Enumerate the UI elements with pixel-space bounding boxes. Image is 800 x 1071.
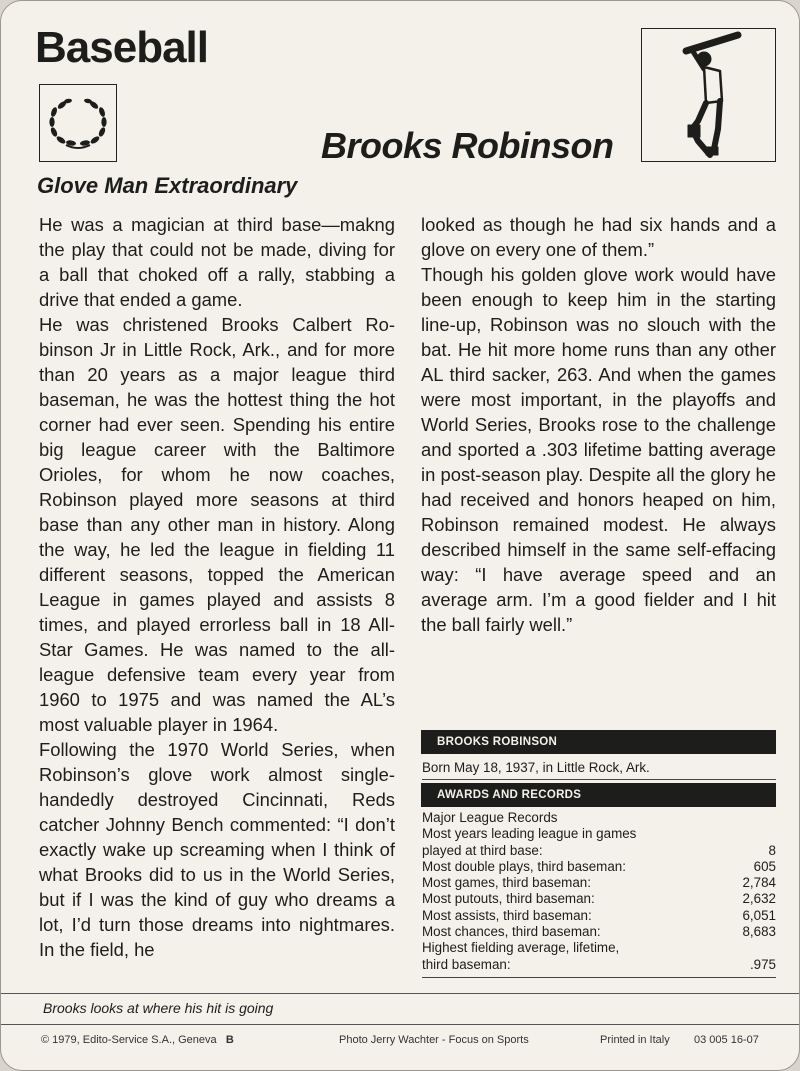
birth-info: Born May 18, 1937, in Little Rock, Ark. <box>422 760 650 775</box>
record-row <box>422 810 776 826</box>
caption-rule-top <box>1 993 799 994</box>
records-list <box>422 810 776 973</box>
laurel-wreath-graphic <box>40 85 116 161</box>
divider <box>422 977 776 978</box>
record-value: 8,683 <box>742 924 776 940</box>
caption-rule-bottom <box>1 1024 799 1025</box>
record-label: played at third base: <box>422 842 543 858</box>
body-text-right <box>421 212 776 637</box>
record-value: 2,784 <box>742 875 776 891</box>
record-label: Most assists, third baseman: <box>422 907 592 923</box>
record-row <box>422 924 776 940</box>
record-value: 6,051 <box>742 907 776 923</box>
printed-in: Printed in Italy <box>600 1034 670 1046</box>
record-label: Most putouts, third baseman: <box>422 891 595 907</box>
record-label: Most double plays, third baseman: <box>422 858 626 874</box>
record-row <box>422 826 776 842</box>
record-row <box>422 908 776 924</box>
record-row <box>422 891 776 907</box>
body-paragraph: He was christened Brooks Calbert Robinson Jr in Little Rock, Ark., and for more than 20 years as a major league third baseman, he was the hottest thing the hot corner had ever seen. Spending his entire big league career with the Baltimore Orioles, for whom he now coaches, Robinson played more seasons at third base than any other man in history. Along the way, he led the league in fielding 11 different seasons, topped the American League in games played and assists 8 times, and played errorless ball in 18 All-Star Games. He was named to the allleague defensive team every year from 1960 to 1975 and was named the AL’s most valuable player in 1964. <box>39 314 395 735</box>
record-label: Most chances, third baseman: <box>422 924 601 940</box>
divider <box>422 779 776 780</box>
record-label: Most games, third baseman: <box>422 875 591 891</box>
series-letter: B <box>225 1034 234 1046</box>
record-row <box>422 940 776 956</box>
record-row <box>422 843 776 859</box>
record-label: Most years leading league in games <box>422 826 637 842</box>
record-row <box>422 957 776 973</box>
card-subtitle: Glove Man Extraordinary <box>37 173 298 198</box>
awards-heading: AWARDS AND RECORDS <box>421 783 776 807</box>
photo-caption: Brooks looks at where his hit is going <box>43 1000 274 1016</box>
body-paragraph: Though his golden glove work would have been enough to keep him in the starting line-up, Robinson was no slouch with the bat. He hit more home runs than any other AL third sacker, 263. And when the games were most important, in the playoffs and World Series, Brooks rose to the challenge and sported a .303 lifetime batting average in post-season play. Despite all the glory he had received and honors heaped on him, Robinson remained modest. He always described himself in the same self-effacing way: “I have average speed and an average arm. I’m a good fielder and I hit the ball fairly well.” <box>421 264 776 635</box>
record-value: 2,632 <box>742 891 776 907</box>
body-paragraph: looked as though he had six hands and a glove on every one of them.” <box>421 214 776 260</box>
footer-copyright <box>41 1034 234 1046</box>
sport-title: Baseball <box>35 23 208 72</box>
record-value: .975 <box>749 956 776 972</box>
body-text-left <box>39 212 395 962</box>
bio-heading: BROOKS ROBINSON <box>421 730 776 754</box>
player-name: Brooks Robinson <box>321 125 614 166</box>
batter-pictogram-graphic <box>642 29 774 160</box>
batter-pictogram-icon <box>641 28 776 162</box>
copyright-text: © 1979, Edito-Service S.A., Geneva <box>41 1034 217 1046</box>
record-value: 605 <box>753 858 776 874</box>
record-label: third baseman: <box>422 956 511 972</box>
record-value: 8 <box>768 842 776 858</box>
card-code: 03 005 16-07 <box>694 1034 759 1046</box>
record-row <box>422 875 776 891</box>
record-label: Highest fielding average, lifetime, <box>422 940 620 956</box>
body-paragraph: Following the 1970 World Series, when Robinson’s glove work almost singlehandedly destroyed Cincinnati, Reds catcher Johnny Bench commented: “I don’t exactly wake up screaming when I think of what Brooks did to us in the World Series, but if I was the kind of guy who dreams a lot, I’d turn those dreams into nightmares. In the field, he <box>39 739 395 960</box>
body-paragraph: He was a magician at third base—makng the play that could not be made, diving for a ball that choked off a rally, stabbing a drive that ended a game. <box>39 214 395 310</box>
record-row <box>422 859 776 875</box>
photo-credit: Photo Jerry Wachter - Focus on Sports <box>339 1034 529 1046</box>
laurel-wreath-icon <box>39 84 117 162</box>
record-label: Major League Records <box>422 810 558 825</box>
